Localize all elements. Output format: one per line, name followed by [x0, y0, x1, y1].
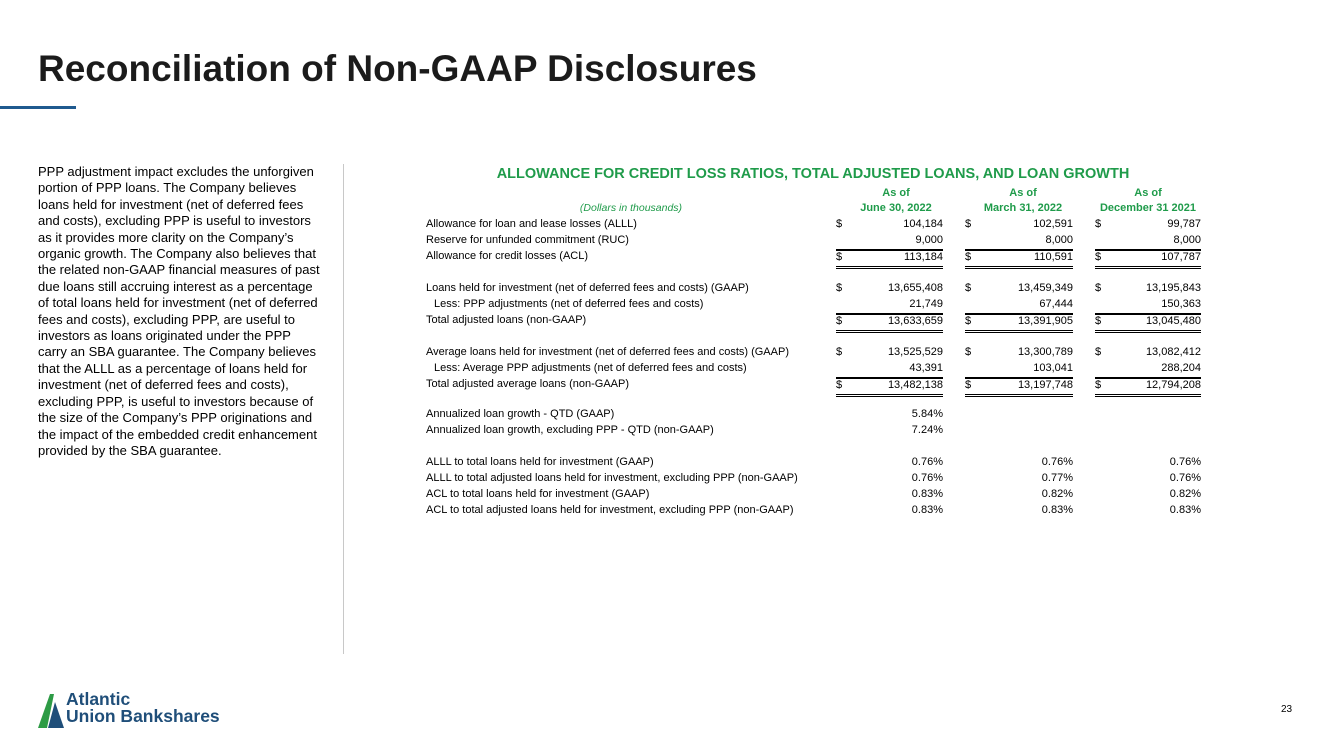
table-cell — [1095, 488, 1201, 503]
table-cell — [1095, 234, 1201, 250]
table-title: ALLOWANCE FOR CREDIT LOSS RATIOS, TOTAL ADJUSTED LOANS, AND LOAN GROWTH — [496, 166, 1130, 182]
cell-value: 8,000 — [1173, 234, 1201, 246]
cell-value: 113,184 — [904, 251, 943, 263]
currency-symbol: $ — [1095, 315, 1102, 327]
table-cell — [836, 362, 943, 378]
table-row — [426, 298, 1202, 314]
currency-symbol: $ — [836, 346, 843, 358]
table-row — [426, 378, 1202, 394]
row-label: Reserve for unfunded commitment (RUC) — [426, 234, 629, 246]
table-cell — [836, 234, 943, 250]
cell-value: 99,787 — [1167, 218, 1201, 230]
table-cell — [836, 424, 943, 439]
row-label: ALLL to total adjusted loans held for investment, excluding PPP (non-GAAP) — [426, 472, 798, 484]
cell-value: 5.84% — [911, 408, 943, 420]
table-cell — [1095, 362, 1201, 378]
page-number: 23 — [1281, 704, 1293, 715]
cell-value: 0.83% — [911, 488, 943, 500]
cell-value: 0.76% — [1169, 456, 1201, 468]
company-logo — [38, 691, 268, 731]
table-cell — [1095, 298, 1201, 314]
cell-value: 0.76% — [1041, 456, 1073, 468]
cell-value: 13,195,843 — [1145, 282, 1201, 294]
logo-line-1: Atlantic — [66, 689, 131, 709]
currency-symbol: $ — [1095, 282, 1102, 294]
currency-symbol: $ — [965, 251, 972, 263]
column-header-line2: March 31, 2022 — [983, 202, 1063, 214]
currency-symbol: $ — [836, 218, 843, 230]
table-cell — [836, 456, 943, 471]
currency-symbol: $ — [1095, 346, 1102, 358]
table-row — [426, 250, 1202, 266]
cell-value: 12,794,208 — [1145, 379, 1201, 391]
cell-value: 13,197,748 — [1017, 379, 1073, 391]
cell-value: 0.82% — [1169, 488, 1201, 500]
column-header-line2: June 30, 2022 — [860, 202, 932, 214]
cell-value: 13,655,408 — [887, 282, 943, 294]
table-cell — [836, 378, 943, 397]
table-row — [426, 362, 1202, 378]
table-cell — [1095, 504, 1201, 519]
table-cell — [965, 362, 1073, 378]
cell-value: 9,000 — [915, 234, 943, 246]
column-header-dec-2021 — [1088, 186, 1208, 216]
currency-symbol: $ — [836, 282, 843, 294]
cell-value: 8,000 — [1045, 234, 1073, 246]
row-label: Total adjusted average loans (non-GAAP) — [426, 378, 630, 390]
cell-value: 13,482,138 — [887, 379, 943, 391]
vertical-divider — [343, 164, 344, 654]
row-label: ACL to total loans held for investment (GAAP) — [426, 488, 650, 500]
table-row — [426, 472, 1202, 488]
table-cell — [1095, 314, 1201, 333]
table-cell — [836, 504, 943, 519]
currency-symbol: $ — [965, 346, 972, 358]
currency-symbol: $ — [836, 251, 843, 263]
cell-value: 0.76% — [911, 472, 943, 484]
table-cell — [965, 298, 1073, 314]
table-cell — [965, 234, 1073, 250]
table-row — [426, 456, 1202, 472]
column-header-line1: As of — [882, 187, 910, 199]
table-row — [426, 218, 1202, 234]
cell-value: 13,300,789 — [1017, 346, 1073, 358]
table-cell — [836, 298, 943, 314]
cell-value: 13,045,480 — [1145, 315, 1201, 327]
cell-value: 107,787 — [1161, 251, 1201, 263]
table-cell — [836, 408, 943, 423]
cell-value: 13,459,349 — [1017, 282, 1073, 294]
cell-value: 102,591 — [1033, 218, 1073, 230]
cell-value: 0.83% — [1169, 504, 1201, 516]
cell-value: 0.83% — [1041, 504, 1073, 516]
table-cell — [1095, 218, 1201, 233]
row-label: Less: PPP adjustments (net of deferred fees and costs) — [434, 298, 704, 310]
currency-symbol: $ — [965, 379, 972, 391]
explanatory-text: PPP adjustment impact excludes the unforgiven portion of PPP loans. The Company believes loans held for investment (net of deferred fees and costs), excluding PPP is useful to investors as it provides more clarity on the Company’s organic growth. The Company also believes that the related non-GAAP financial measures of past due loans still accruing interest as a percentage of total loans held for investment (net of deferred fees and costs), excluding PPP, are useful to investors as loans originated under the PPP carry an SBA guarantee. The Company believes that the ALLL as a percentage of loans held for investment (net of deferred fees and costs), excluding PPP, is useful to investors because of the size of the Company’s PPP originations and the impact of the embedded credit enhancement provided by the SBA guarantee. — [38, 164, 320, 458]
cell-value: 7.24% — [911, 424, 943, 436]
table-cell — [836, 218, 943, 233]
row-label: Annualized loan growth, excluding PPP - QTD (non-GAAP) — [426, 424, 714, 436]
cell-value: 0.82% — [1041, 488, 1073, 500]
cell-value: 150,363 — [1161, 298, 1201, 310]
currency-symbol: $ — [836, 315, 843, 327]
table-cell — [1095, 346, 1201, 361]
currency-symbol: $ — [965, 218, 972, 230]
row-label: Less: Average PPP adjustments (net of deferred fees and costs) — [434, 362, 747, 374]
table-cell — [965, 314, 1073, 333]
table-cell — [965, 488, 1073, 503]
cell-value: 0.83% — [911, 504, 943, 516]
cell-value: 288,204 — [1161, 362, 1201, 374]
table-cell — [836, 488, 943, 503]
table-cell — [836, 282, 943, 297]
cell-value: 13,525,529 — [887, 346, 943, 358]
cell-value: 13,082,412 — [1145, 346, 1201, 358]
row-label: Allowance for loan and lease losses (ALLL) — [426, 218, 637, 230]
cell-value: 13,633,659 — [887, 315, 943, 327]
table-cell — [965, 218, 1073, 233]
currency-symbol: $ — [1095, 218, 1102, 230]
row-label: ALLL to total loans held for investment (GAAP) — [426, 456, 654, 468]
column-header-line2: December 31 2021 — [1099, 202, 1196, 214]
currency-symbol: $ — [1095, 379, 1102, 391]
title-underline — [0, 106, 76, 109]
currency-symbol: $ — [965, 315, 972, 327]
table-cell — [965, 282, 1073, 297]
table-cell — [1095, 378, 1201, 397]
table-row — [426, 282, 1202, 298]
atlantic-logo-mark-icon — [38, 694, 64, 728]
table-cell — [965, 378, 1073, 397]
logo-line-2: Union Bankshares — [66, 706, 220, 726]
row-label: Total adjusted loans (non-GAAP) — [426, 314, 587, 326]
cell-value: 21,749 — [909, 298, 943, 310]
table-row — [426, 314, 1202, 330]
table-cell — [965, 346, 1073, 361]
table-cell — [836, 472, 943, 487]
table-row — [426, 488, 1202, 504]
table-cell — [836, 346, 943, 361]
column-header-line1: As of — [1134, 187, 1162, 199]
cell-value: 103,041 — [1033, 362, 1073, 374]
row-label: Allowance for credit losses (ACL) — [426, 250, 589, 262]
row-label: Annualized loan growth - QTD (GAAP) — [426, 408, 615, 420]
currency-symbol: $ — [965, 282, 972, 294]
logo-wordmark — [66, 691, 220, 725]
table-cell — [1095, 472, 1201, 487]
currency-symbol: $ — [836, 379, 843, 391]
column-header-jun-2022 — [836, 186, 956, 216]
table-cell — [965, 472, 1073, 487]
cell-value: 110,591 — [1034, 251, 1073, 263]
table-cell — [1095, 282, 1201, 297]
column-header-line1: As of — [1009, 187, 1037, 199]
page-title: Reconciliation of Non-GAAP Disclosures — [38, 48, 757, 89]
table-row — [426, 346, 1202, 362]
table-cell — [1095, 250, 1201, 269]
table-row — [426, 424, 1202, 440]
table-cell — [965, 456, 1073, 471]
row-label: Average loans held for investment (net of deferred fees and costs) (GAAP) — [426, 346, 789, 358]
table-cell — [836, 250, 943, 269]
units-note: (Dollars in thousands) — [579, 202, 683, 214]
cell-value: 104,184 — [903, 218, 943, 230]
table-row — [426, 504, 1202, 520]
cell-value: 0.77% — [1041, 472, 1073, 484]
cell-value: 0.76% — [1169, 472, 1201, 484]
cell-value: 67,444 — [1039, 298, 1073, 310]
row-label: ACL to total adjusted loans held for investment, excluding PPP (non-GAAP) — [426, 504, 794, 516]
currency-symbol: $ — [1095, 251, 1102, 263]
cell-value: 43,391 — [909, 362, 943, 374]
table-cell — [965, 504, 1073, 519]
row-label: Loans held for investment (net of deferred fees and costs) (GAAP) — [426, 282, 749, 294]
cell-value: 13,391,905 — [1017, 315, 1073, 327]
table-row — [426, 234, 1202, 250]
table-cell — [1095, 456, 1201, 471]
table-cell — [965, 250, 1073, 269]
column-header-mar-2022 — [963, 186, 1083, 216]
cell-value: 0.76% — [911, 456, 943, 468]
table-row — [426, 408, 1202, 424]
table-cell — [836, 314, 943, 333]
